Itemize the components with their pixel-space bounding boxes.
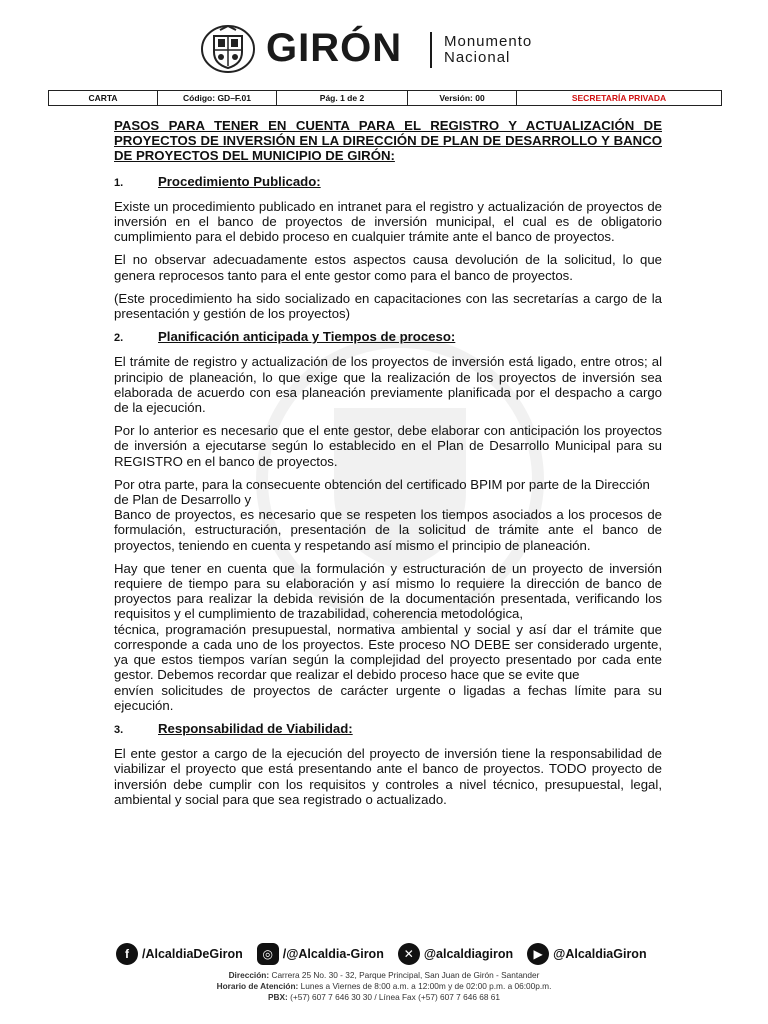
paragraph: técnica, programación presupuestal, normativa ambiental y social y así dar el trámite que corresponde a cada uno de los proyectos. Este proceso NO DEBE ser considerado urgente, ya que estos tiempos varían según la complejidad del proyecto presentado por cada ente gestor. Debemos recordar que realizar el debido proceso hace que se evite que	[114, 621, 662, 683]
doc-version: Versión: 00	[408, 91, 517, 105]
document-control-bar	[48, 90, 722, 106]
paragraph: Existe un procedimiento publicado en intranet para el registro y actualización de proyectos de inversión en el banco de proyectos de inversión municipal, el cual es de obligatorio cumplimiento para el debido proceso en cualquier trámite ante el banco de proyectos.	[114, 198, 662, 245]
social-links	[116, 941, 656, 967]
coat-of-arms-icon	[200, 24, 256, 74]
social-youtube-link[interactable]	[527, 943, 646, 965]
letterhead	[0, 22, 768, 78]
paragraph: Por otra parte, para la consecuente obtención del certificado BPIM por parte de la Dirección de Plan de Desarrollo y	[114, 476, 650, 508]
paragraph: El no observar adecuadamente estos aspectos causa devolución de la solicitud, lo que genera reprocesos tanto para el ente gestor como para el banco de proyectos.	[114, 252, 662, 283]
paragraph: envíen solicitudes de proyectos de carácter urgente o ligadas a fechas límite para su ejecución.	[114, 682, 662, 713]
phone-label: PBX:	[267, 992, 288, 1002]
address-value: Carrera 25 No. 30 - 32, Parque Principal, San Juan de Girón - Santander	[271, 970, 540, 980]
section-heading-2	[114, 329, 662, 346]
section-title: Procedimiento Publicado:	[158, 173, 321, 189]
section-number: 2.	[114, 332, 124, 345]
municipality-brand: GIRÓN	[266, 26, 403, 70]
social-instagram-link[interactable]	[257, 943, 384, 965]
section-title: Responsabilidad de Viabilidad:	[158, 720, 353, 736]
document-body	[114, 118, 662, 815]
youtube-icon: ▶	[527, 943, 549, 965]
hours-value: Lunes a Viernes de 8:00 a.m. a 12:00m y de 02:00 p.m. a 06:00p.m.	[300, 981, 552, 991]
facebook-icon: f	[116, 943, 138, 965]
doc-type: CARTA	[49, 91, 158, 105]
address-label: Dirección:	[228, 970, 270, 980]
doc-page: Pág. 1 de 2	[277, 91, 408, 105]
social-handle: @alcaldiagiron	[423, 947, 514, 961]
doc-office: SECRETARÍA PRIVADA	[571, 93, 667, 103]
x-icon: ✕	[398, 943, 420, 965]
brand-divider	[430, 32, 432, 68]
section-heading-3	[114, 721, 662, 738]
social-x-link[interactable]	[398, 943, 513, 965]
section-number: 3.	[114, 723, 124, 736]
paragraph: Por lo anterior es necesario que el ente gestor, debe elaborar con anticipación los proyectos de inversión a ejecutarse según lo establecido en el Plan de Desarrollo Municipal para su REGISTRO en el banco de proyectos.	[114, 423, 662, 469]
social-handle: /@Alcaldia-Giron	[282, 947, 384, 961]
paragraph: El trámite de registro y actualización de los proyectos de inversión está ligado, entre otros; al principio de planeación, lo que exige que la realización de los proyectos de inversión sea elaborada de acuerdo con esa planeación previamente planificada por el despacho a cargo de la ejecución.	[114, 354, 662, 416]
social-facebook-link[interactable]	[116, 943, 243, 965]
section-title: Planificación anticipada y Tiempos de proceso:	[158, 329, 456, 345]
social-handle: /AlcaldiaDeGiron	[142, 947, 243, 961]
footer-address-line	[0, 970, 768, 981]
brand-subtitle-line1: Monumento	[444, 33, 533, 50]
paragraph: Banco de proyectos, es necesario que se respeten los tiempos asociados a los procesos de formulación, estructuración, presentación de la solicitud de trámite ante el banco de proyectos, teniendo en cuenta y respetando así mismo el principio de planeación.	[114, 507, 662, 553]
paragraph: El ente gestor a cargo de la ejecución del proyecto de inversión tiene la responsabilidad de viabilizar el proyecto que está presentando ante el banco de proyectos. TODO proyecto de inversión debe cumplir con los requisitos y controles a nivel técnico, presupuestal, legal, ambiental y social para que sea registrado o actualizado.	[114, 746, 662, 807]
footer-phone-line	[0, 992, 768, 1003]
hours-label: Horario de Atención:	[216, 981, 299, 991]
paragraph: (Este procedimiento ha sido socializado en capacitaciones con las secretarías a cargo de la presentación y gestión de los proyectos)	[114, 290, 662, 322]
social-handle: @AlcaldiaGiron	[553, 947, 647, 961]
section-heading-1	[114, 174, 662, 191]
brand-subtitle-line2: Nacional	[444, 49, 511, 66]
phone-value: (+57) 607 7 646 30 30 / Línea Fax (+57) 607 7 646 68 61	[290, 992, 501, 1002]
paragraph: Hay que tener en cuenta que la formulación y estructuración de un proyecto de inversión requiere de tiempo para su elaboración y así mismo lo requiere la dirección de banco de proyectos para realizar la debida revisión de la documentación presentada, verificando los requisitos y el cumplimiento de trazabilidad, coherencia metodológica,	[114, 560, 662, 622]
doc-code: Código: GD–F.01	[158, 91, 277, 105]
brand-subtitle	[444, 34, 532, 66]
footer-hours-line	[0, 981, 768, 992]
document-title: PASOS PARA TENER EN CUENTA PARA EL REGISTRO Y ACTUALIZACIÓN DE PROYECTOS DE INVERSIÓN EN LA DIRECCIÓN DE PLAN DE DESARROLLO Y BANCO DE PROYECTOS DEL MUNICIPIO DE GIRÓN:	[114, 118, 662, 164]
section-number: 1.	[114, 176, 124, 189]
footer-contact	[0, 970, 768, 1003]
instagram-icon: ◎	[257, 943, 279, 965]
